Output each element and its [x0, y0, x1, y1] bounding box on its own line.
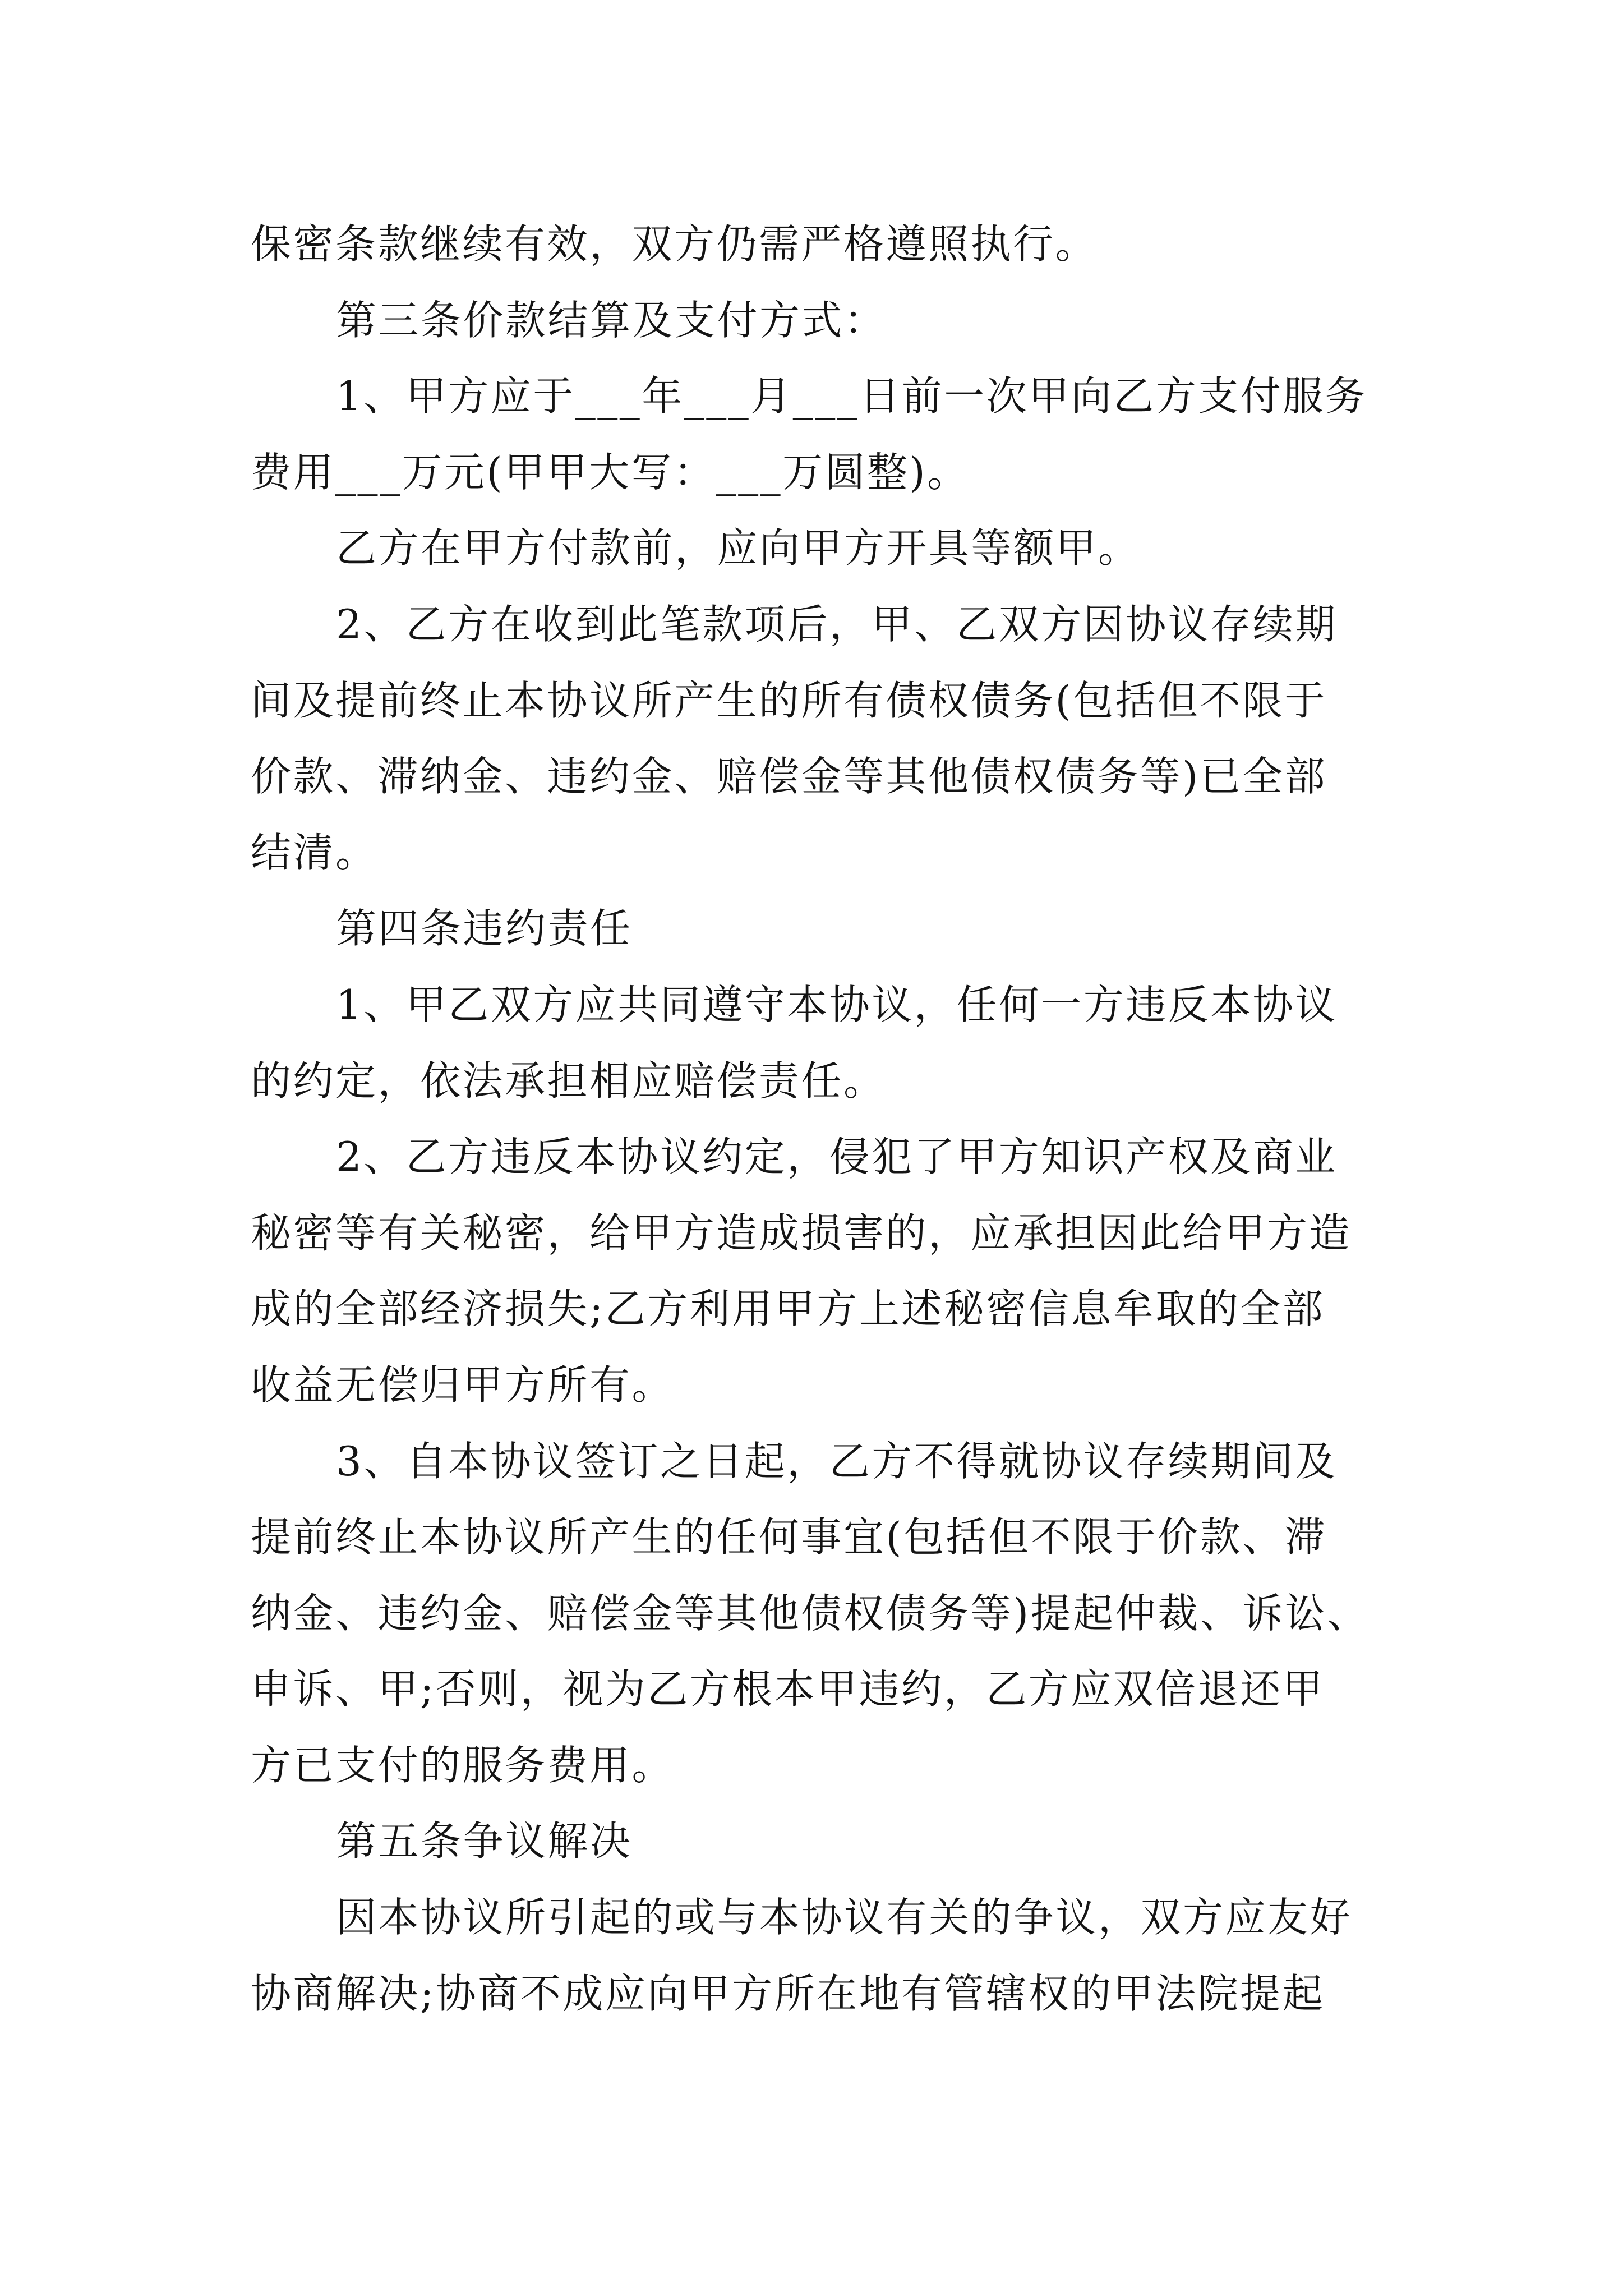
paragraph-line: 成的全部经济损失;乙方利用甲方上述秘密信息牟取的全部 — [251, 1285, 1325, 1333]
paragraph-line: 费用___万元(甲甲大写：___万圆整)。 — [251, 448, 970, 496]
paragraph-line: 协商解决;协商不成应向甲方所在地有管辖权的甲法院提起 — [251, 1970, 1325, 2017]
paragraph-line: 的约定，依法承担相应赔偿责任。 — [251, 1057, 886, 1105]
section-heading-5: 第五条争议解决 — [336, 1818, 633, 1865]
paragraph-line: 3、自本协议签订之日起，乙方不得就协议存续期间及 — [336, 1437, 1338, 1485]
paragraph-line: 2、乙方违反本协议约定，侵犯了甲方知识产权及商业 — [336, 1133, 1338, 1181]
paragraph-line: 2、乙方在收到此笔款项后，甲、乙双方因协议存续期 — [336, 600, 1338, 648]
paragraph-line: 收益无偿归甲方所有。 — [251, 1361, 675, 1409]
paragraph-line: 申诉、甲;否则，视为乙方根本甲违约，乙方应双倍退还甲 — [251, 1665, 1325, 1713]
paragraph-line: 乙方在甲方付款前，应向甲方开具等额甲。 — [336, 524, 1141, 572]
paragraph-line: 间及提前终止本协议所产生的所有债权债务(包括但不限于 — [251, 677, 1327, 724]
paragraph-line: 1、甲方应于___年___月___日前一次甲向乙方支付服务 — [336, 372, 1368, 420]
paragraph-line: 1、甲乙双方应共同遵守本协议，任何一方违反本协议 — [336, 981, 1338, 1028]
paragraph-line: 保密条款继续有效，双方仍需严格遵照执行。 — [251, 220, 1098, 268]
paragraph-line: 纳金、违约金、赔偿金等其他债权债务等)提起仲裁、诉讼、 — [251, 1589, 1370, 1637]
document-body — [251, 206, 1372, 2032]
paragraph-line: 提前终止本协议所产生的任何事宜(包括但不限于价款、滞 — [251, 1513, 1327, 1561]
paragraph-line: 结清。 — [251, 829, 378, 876]
paragraph-line: 方已支付的服务费用。 — [251, 1741, 675, 1789]
paragraph-line: 价款、滞纳金、违约金、赔偿金等其他债权债务等)已全部 — [251, 753, 1327, 800]
section-heading-4: 第四条违约责任 — [336, 905, 633, 953]
section-heading-3: 第三条价款结算及支付方式： — [336, 296, 887, 344]
paragraph-line: 秘密等有关秘密，给甲方造成损害的，应承担因此给甲方造 — [251, 1209, 1352, 1257]
paragraph-line: 因本协议所引起的或与本协议有关的争议，双方应友好 — [336, 1894, 1353, 1941]
